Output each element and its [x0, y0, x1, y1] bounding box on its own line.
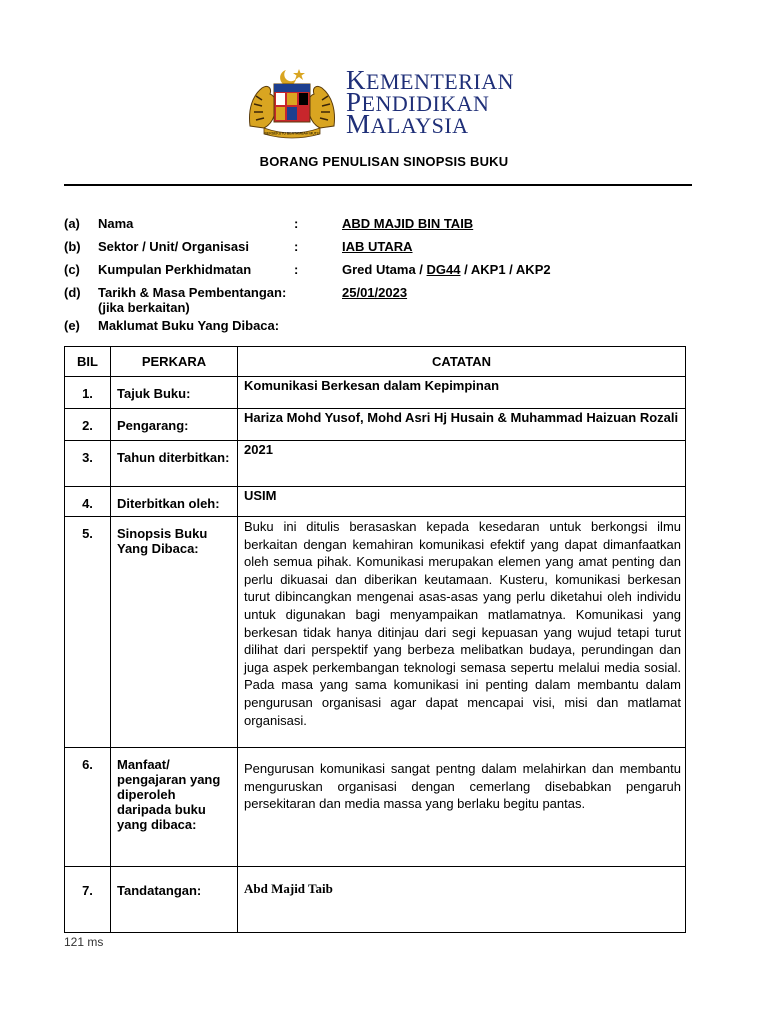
render-time-label: 121 ms	[64, 935, 104, 949]
info-row-maklumat: (e) Maklumat Buku Yang Dibaca:	[64, 318, 280, 333]
info-row-kumpulan: (c) Kumpulan Perkhidmatan : Gred Utama / DG44 / AKP1 / AKP2	[64, 262, 551, 277]
field-label: Sektor / Unit/ Organisasi	[98, 239, 249, 254]
year-value: 2021	[238, 441, 686, 487]
info-row-sektor: (b) Sektor / Unit/ Organisasi : IAB UTARA	[64, 239, 413, 254]
ministry-line-1: KEMENTERIAN	[346, 65, 514, 95]
service-group-value: Gred Utama / DG44 / AKP1 / AKP2	[342, 262, 551, 277]
crest-motto: BERSEKUTU BERTAMBAH MUTU	[264, 131, 320, 136]
table-row: 7. Tandatangan: Abd Majid Taib	[65, 867, 686, 933]
ministry-line-3: MALAYSIA	[346, 109, 469, 139]
column-header: PERKARA	[111, 347, 238, 377]
name-value: ABD MAJID BIN TAIB	[342, 216, 474, 231]
author-value: Hariza Mohd Yusof, Mohd Asri Hj Husain & Muhammad Haizuan Rozali	[238, 409, 686, 441]
field-label: Kumpulan Perkhidmatan	[98, 262, 252, 277]
book-title-value: Komunikasi Berkesan dalam Kepimpinan	[238, 377, 686, 409]
synopsis-text: Buku ini ditulis berasaskan kepada kesedaran untuk berkongsi ilmu berkaitan dengan kemahiran komunikasi efektif yang dapat dimanfaatkan oleh semua pihak. Komunikasi merupakan elemen yang amat penting dan perlu dikuasai dan diberikan keutamaan. Kusteru, komunikasi berkesan turut dibincangkan mengenai asas-asas yang perlu diketahui oleh individu untuk digunakan bagi menyampaikan matlamatnya. Komunikasi yang berkesan tidak hanya ditinjau dari segi kepuasan yang wujud tetapi turut dilihat dari perspektif yang berbeza melibatkan budaya, perundingan dan juga aspek perkembangan teknologi semasa sepertu melalui media sosial. Pada masa yang sama komunikasi ini penting dalam membantu dalam pengurusan organisasi agar dapat mencapai visi, misi dan matlamat organisasi.	[238, 517, 686, 748]
signature: Abd Majid Taib	[238, 867, 686, 933]
table-row: 4. Diterbitkan oleh: USIM	[65, 487, 686, 517]
table-row: 3. Tahun diterbitkan: 2021	[65, 441, 686, 487]
info-row-nama: (a) Nama : ABD MAJID BIN TAIB	[64, 216, 474, 231]
table-row: 2. Pengarang: Hariza Mohd Yusof, Mohd Asri Hj Husain & Muhammad Haizuan Rozali	[65, 409, 686, 441]
ministry-line-2: PENDIDIKAN	[346, 87, 490, 117]
column-header: CATATAN	[238, 347, 686, 377]
field-label: Tarikh & Masa Pembentangan: (jika berkaitan)	[98, 285, 287, 315]
malaysia-coat-of-arms-icon	[246, 66, 338, 140]
title-divider	[64, 184, 692, 186]
table-row: 5. Sinopsis Buku Yang Dibaca: Buku ini ditulis berasaskan kepada kesedaran untuk berkongsi ilmu berkaitan dengan kemahiran komunikasi efektif yang dapat dimanfaatkan oleh semua pihak. Komunikasi merupakan elemen yang amat penting dan perlu dikuasai dan diberikan keutamaan. Kusteru, komunikasi berkesan turut dibincangkan mengenai asas-asas yang perlu diketahui oleh individu untuk digunakan bagi menyampaikan matlamatnya. Komunikasi yang berkesan tidak hanya ditinjau dari segi kepuasan yang wujud tetapi turut dilihat dari perspektif yang berbeza melibatkan budaya, perundingan dan juga aspek perkembangan teknologi semasa sepertu melalui media sosial. Pada masa yang sama komunikasi ini penting dalam membantu dalam pengurusan organisasi agar dapat mencapai visi, misi dan matlamat organisasi.	[65, 517, 686, 748]
table-header-row	[65, 347, 686, 377]
ministry-name	[346, 65, 514, 139]
column-header: BIL	[65, 347, 111, 377]
field-label: Nama	[98, 216, 134, 231]
field-label: Maklumat Buku Yang Dibaca:	[98, 318, 280, 333]
table-row: 6. Manfaat/ pengajaran yang diperoleh daripada buku yang dibaca: Pengurusan komunikasi sangat pentng dalam melahirkan dan membantu menguruskan organisasi dengan cemerlang disebabkan pengaruh persekitaran dan media massa yang berlaku begitu pantas.	[65, 748, 686, 867]
sector-value: IAB UTARA	[342, 239, 413, 254]
publisher-value: USIM	[238, 487, 686, 517]
benefit-text: Pengurusan komunikasi sangat pentng dalam melahirkan dan membantu menguruskan organisasi dengan cemerlang disebabkan pengaruh persekitaran dan media massa yang berlaku begitu pantas.	[238, 748, 686, 867]
date-value: 25/01/2023	[342, 285, 408, 300]
info-row-tarikh: (d) Tarikh & Masa Pembentangan: (jika berkaitan) 25/01/2023	[64, 285, 408, 315]
form-title: BORANG PENULISAN SINOPSIS BUKU	[259, 154, 509, 169]
info-section	[64, 216, 704, 341]
selected-grade: DG44	[426, 262, 461, 277]
book-info-table	[64, 346, 686, 933]
table-row: 1. Tajuk Buku: Komunikasi Berkesan dalam Kepimpinan	[65, 377, 686, 409]
